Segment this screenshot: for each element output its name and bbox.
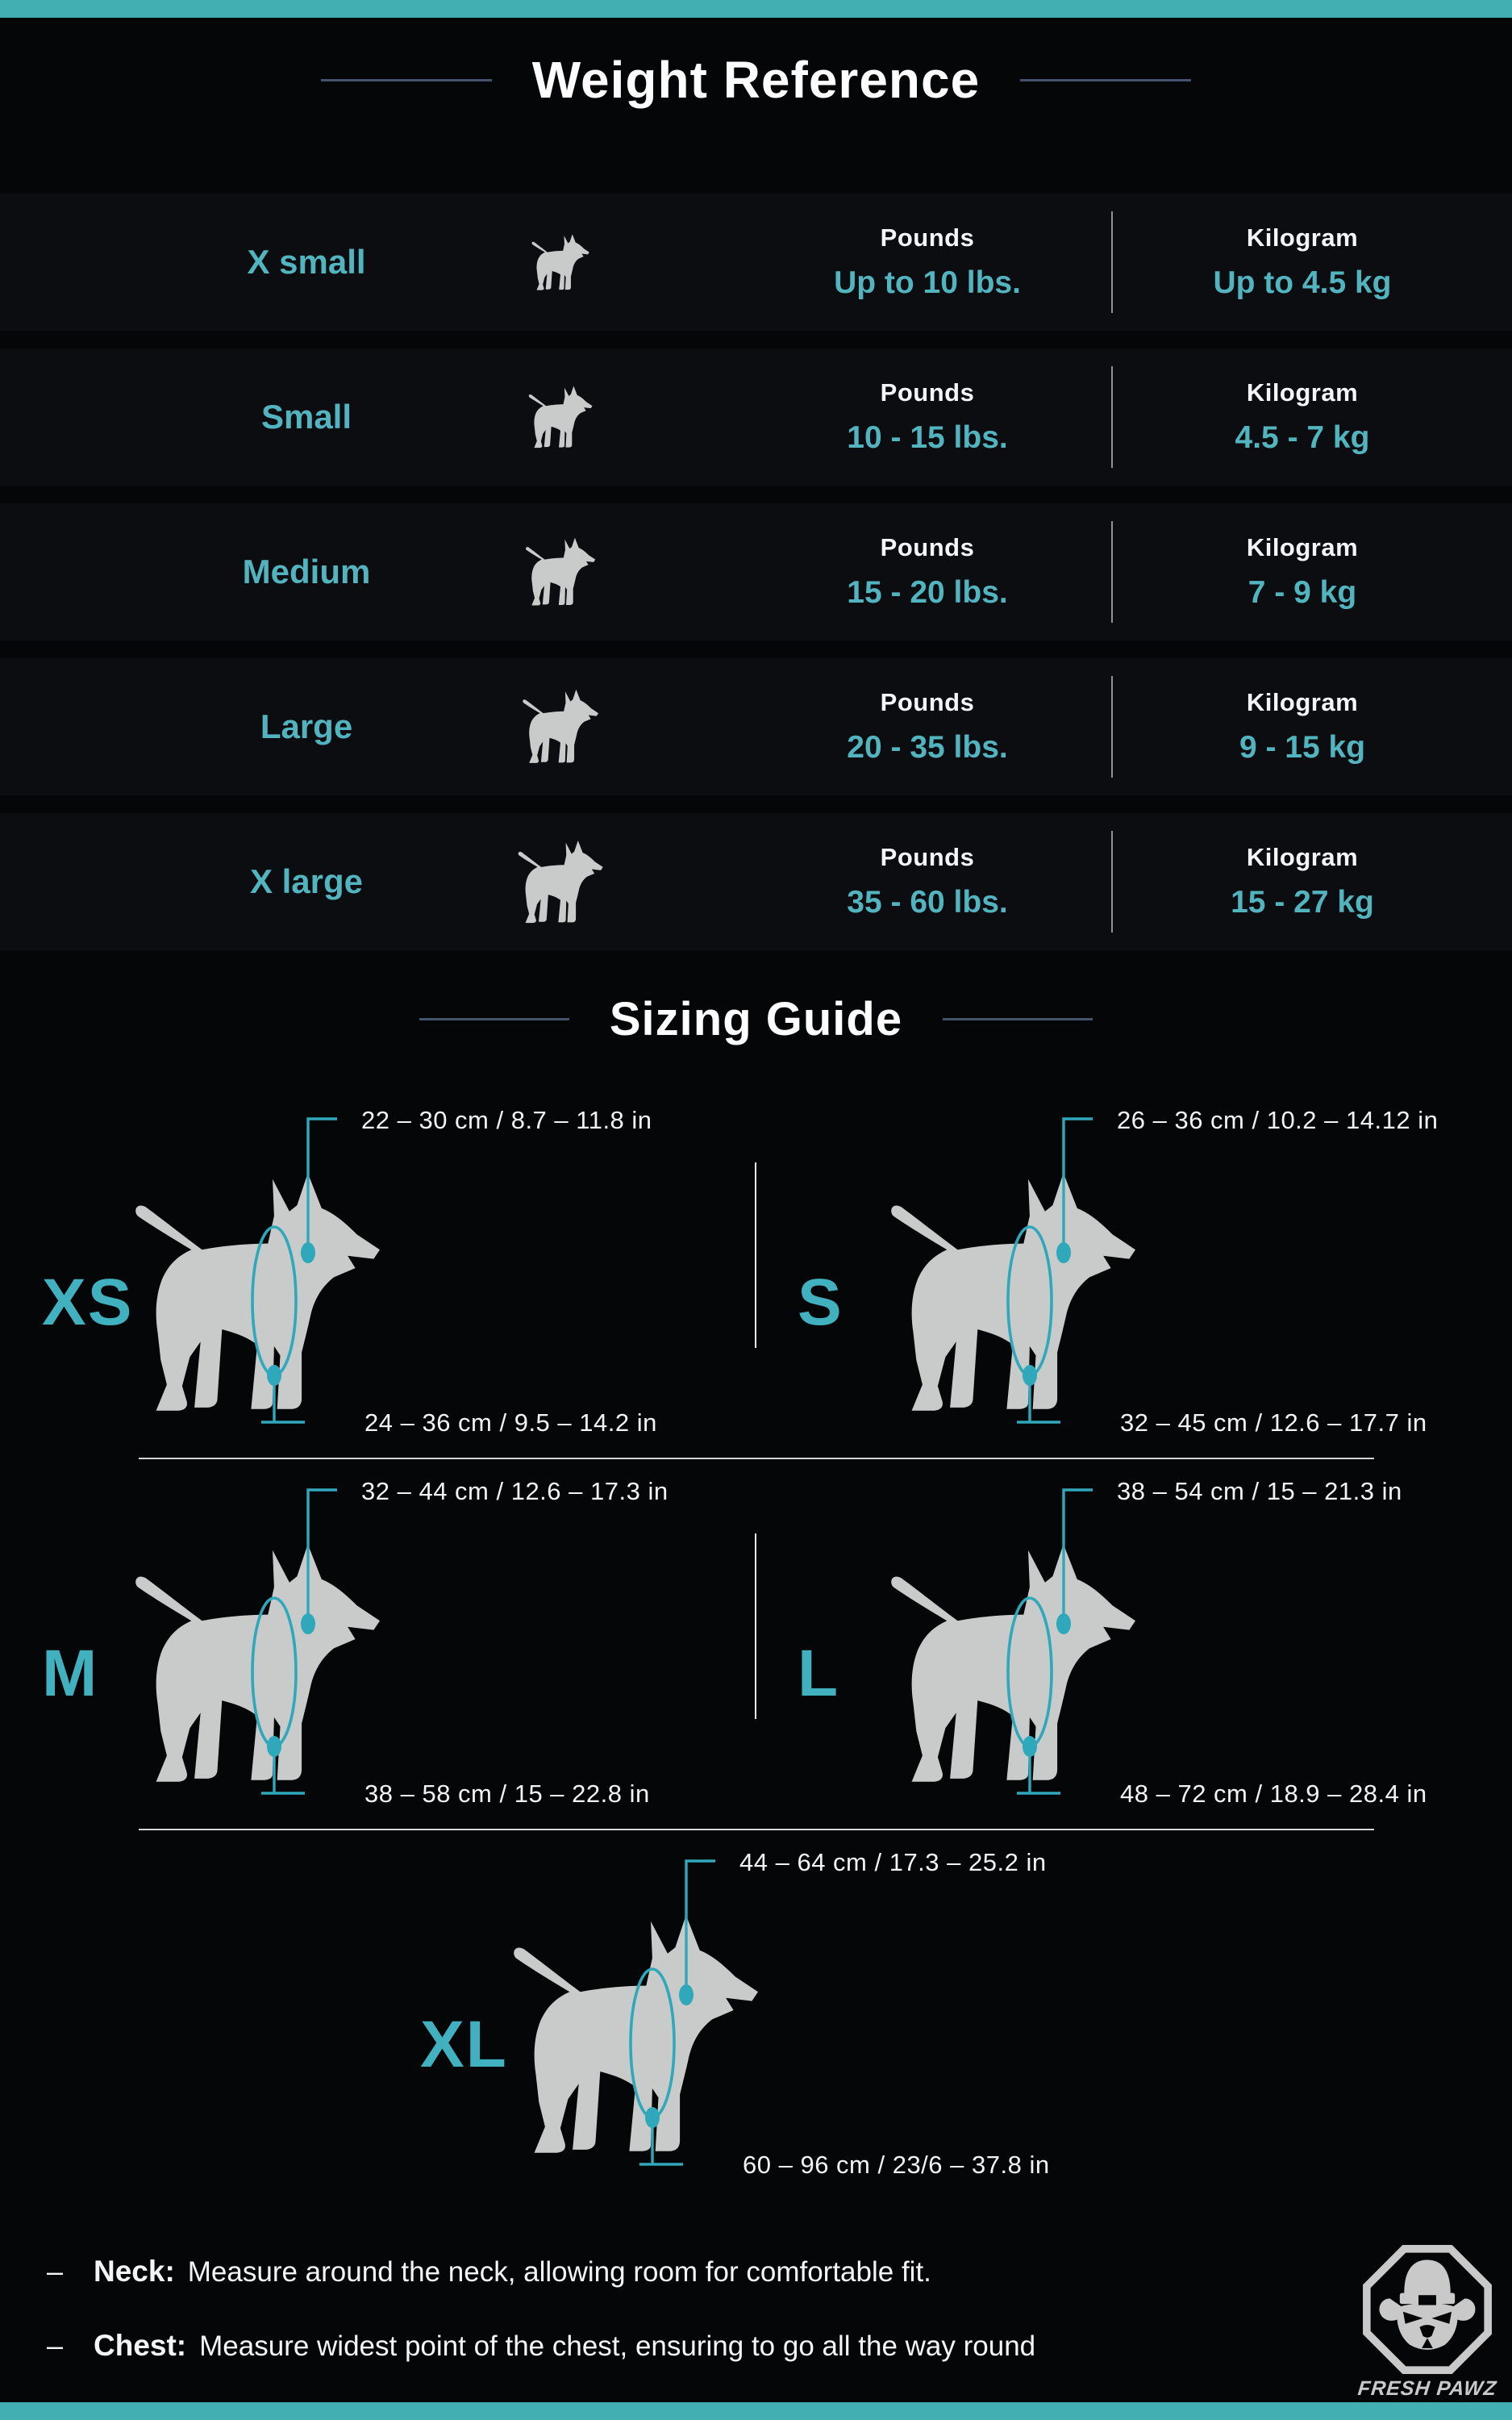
pounds-cell — [742, 223, 1113, 301]
neck-note — [47, 2255, 1512, 2289]
neck-measurement: 26 – 36 cm / 10.2 – 14.12 in — [1117, 1106, 1439, 1134]
neck-measurement: 44 – 64 cm / 17.3 – 25.2 in — [739, 1848, 1047, 1876]
dog-icon — [468, 503, 653, 640]
weight-row-small — [0, 348, 1512, 486]
size-label: Large — [260, 707, 353, 745]
sizing-guide-header — [0, 992, 1512, 1046]
kilogram-cell — [1129, 378, 1476, 456]
bottom-accent-bar — [0, 2402, 1512, 2420]
note-dash: – — [47, 2329, 64, 2362]
kilogram-value: 9 - 15 kg — [1239, 730, 1366, 765]
kilogram-header: Kilogram — [1246, 223, 1359, 252]
pounds-header: Pounds — [880, 843, 975, 871]
sizing-cell-s — [756, 1099, 1511, 1453]
kilogram-header: Kilogram — [1246, 843, 1359, 871]
note-text: Measure widest point of the chest, ensuring to go all the way round — [199, 2330, 1036, 2362]
kilogram-cell — [1129, 843, 1476, 920]
dog-figure — [56, 1477, 508, 1832]
kilogram-value: 7 - 9 kg — [1248, 575, 1357, 610]
chest-measurement: 38 – 58 cm / 15 – 22.8 in — [364, 1780, 650, 1808]
pounds-header: Pounds — [880, 533, 975, 561]
size-letter: XL — [420, 2008, 508, 2081]
dog-figure — [56, 1106, 508, 1461]
dog-icon — [468, 658, 653, 795]
kilogram-cell — [1129, 223, 1476, 301]
title-line-left — [419, 1018, 569, 1020]
weight-row-xlarge — [0, 813, 1512, 950]
column-divider — [1111, 521, 1113, 623]
chest-measurement: 48 – 72 cm / 18.9 – 28.4 in — [1120, 1780, 1427, 1808]
pounds-cell — [742, 378, 1113, 456]
page-title: Weight Reference — [531, 51, 981, 109]
chest-note — [47, 2329, 1512, 2363]
top-accent-bar — [0, 0, 1512, 18]
fresh-pawz-badge-icon — [1361, 2243, 1493, 2376]
size-letter: L — [798, 1637, 840, 1710]
kilogram-value: 15 - 27 kg — [1231, 885, 1374, 920]
sizing-guide-title: Sizing Guide — [609, 993, 903, 1045]
footer — [0, 2255, 1512, 2420]
column-divider — [1111, 211, 1113, 313]
dog-icon — [468, 194, 653, 331]
pounds-cell — [742, 843, 1113, 920]
pounds-cell — [742, 688, 1113, 766]
note-term: Neck: — [94, 2255, 175, 2288]
weight-table — [0, 194, 1512, 950]
size-letter: XS — [42, 1266, 134, 1339]
size-label: Small — [260, 398, 352, 436]
chest-measurement: 24 – 36 cm / 9.5 – 14.2 in — [364, 1408, 657, 1437]
chest-measurement: 60 – 96 cm / 23/6 – 37.8 in — [743, 2151, 1050, 2179]
sizing-cell-l — [756, 1471, 1511, 1824]
kilogram-cell — [1129, 688, 1476, 766]
sizing-cell-xs — [0, 1099, 756, 1453]
size-letter: S — [798, 1266, 843, 1339]
weight-row-medium — [0, 503, 1512, 640]
column-divider — [1111, 676, 1113, 778]
pounds-value: 20 - 35 lbs. — [847, 730, 1008, 765]
kilogram-cell — [1129, 533, 1476, 611]
weight-row-xsmall — [0, 194, 1512, 331]
kilogram-value: 4.5 - 7 kg — [1235, 420, 1370, 455]
chest-measurement: 32 – 45 cm / 12.6 – 17.7 in — [1120, 1408, 1427, 1437]
size-letter: M — [42, 1637, 99, 1710]
dog-icon — [468, 813, 653, 950]
size-label: Medium — [242, 553, 371, 590]
dog-figure — [812, 1106, 1264, 1461]
sizing-row-3 — [0, 1842, 1512, 2195]
sizing-row-1 — [0, 1099, 1512, 1453]
sizing-cell-xl — [378, 1842, 1134, 2195]
title-line-left — [321, 79, 492, 81]
note-dash: – — [47, 2255, 64, 2288]
column-divider — [1111, 831, 1113, 933]
neck-measurement: 22 – 30 cm / 8.7 – 11.8 in — [361, 1106, 652, 1134]
pounds-value: Up to 10 lbs. — [834, 265, 1021, 300]
kilogram-header: Kilogram — [1246, 688, 1359, 716]
dog-icon — [468, 348, 653, 486]
pounds-header: Pounds — [880, 378, 975, 407]
pounds-value: 35 - 60 lbs. — [847, 885, 1008, 920]
kilogram-value: Up to 4.5 kg — [1213, 265, 1392, 300]
sizing-grid — [0, 1099, 1512, 2195]
size-label: X small — [247, 243, 366, 281]
brand-logo — [1356, 2243, 1499, 2401]
column-divider — [1111, 366, 1113, 468]
title-line-right — [943, 1018, 1093, 1020]
title-line-right — [1020, 79, 1191, 81]
pounds-header: Pounds — [880, 688, 975, 716]
neck-measurement: 38 – 54 cm / 15 – 21.3 in — [1117, 1477, 1402, 1505]
size-label: X large — [249, 862, 364, 900]
kilogram-header: Kilogram — [1246, 378, 1359, 407]
kilogram-header: Kilogram — [1246, 533, 1359, 561]
pounds-value: 10 - 15 lbs. — [847, 420, 1008, 455]
sizing-row-2 — [0, 1471, 1512, 1824]
dog-figure — [812, 1477, 1264, 1832]
cell-divider — [755, 1533, 756, 1719]
dog-figure — [435, 1848, 886, 2203]
cell-divider — [755, 1162, 756, 1348]
pounds-cell — [742, 533, 1113, 611]
weight-row-large — [0, 658, 1512, 795]
note-term: Chest: — [94, 2329, 187, 2362]
pounds-header: Pounds — [880, 223, 975, 252]
brand-name: FRESH PAWZ — [1356, 2377, 1498, 2400]
note-text: Measure around the neck, allowing room for comfortable fit. — [187, 2256, 931, 2288]
neck-measurement: 32 – 44 cm / 12.6 – 17.3 in — [361, 1477, 669, 1505]
pounds-value: 15 - 20 lbs. — [847, 575, 1008, 610]
sizing-cell-m — [0, 1471, 756, 1824]
